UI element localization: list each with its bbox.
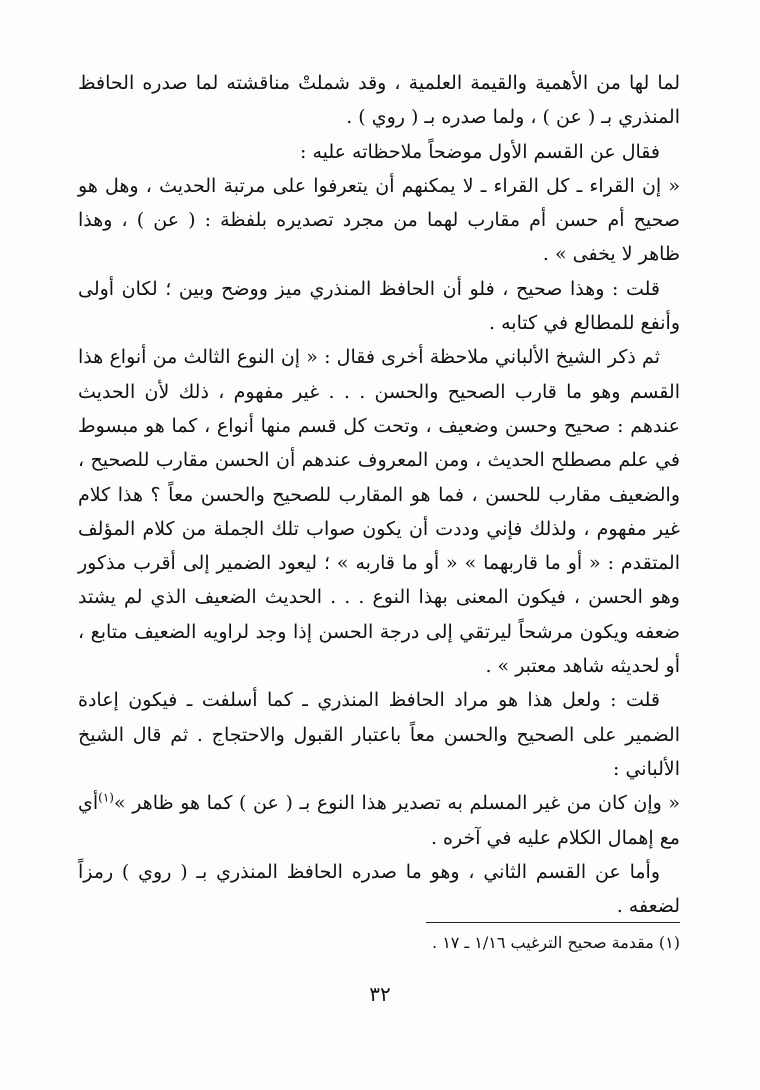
paragraph-3-quote: « إن القراء ـ كل القراء ـ لا يمكنهم أن يتعرفوا على مرتبة الحديث ، وهل هو صحيح أم حسن أم مقارب لهما من مجرد تصديره بلفظة : ( عن ) ، وهذا ظاهر لا يخفى » . — [78, 174, 680, 266]
footnote-divider — [426, 922, 680, 923]
footnote-reference[interactable]: (١) — [98, 790, 114, 805]
quote-continuation: أي مع إهمال الكلام عليه في آخره . — [78, 792, 680, 849]
paragraph-7-quote — [78, 786, 680, 855]
paragraph-5: ثم ذكر الشيخ الألباني ملاحظة أخرى فقال : « إن النوع الثالث من أنواع هذا القسم وهو ما قارب الصحيح والحسن . . . غير مفهوم ، ذلك لأن الحديث عندهم : صحيح وحسن وضعيف ، وتحت كل قسم منها أنواع ، كما هو مبسوط في علم مصطلح الحديث ، ومن المعروف عندهم أن الحسن مقارب للصحيح ، والضعيف مقارب للحسن ، فما هو المقارب للصحيح والحسن معاً ؟ هذا كلام غير مفهوم ، ولذلك فإني وددت أن يكون صواب تلك الجملة من كلام المؤلف المتقدم : « أو ما قاربهما » « أو ما قاربه » ؛ ليعود الضمير إلى أقرب مذكور وهو الحسن ، فيكون المعنى بهذا النوع . . . الحديث الضعيف الذي لم يشتد ضعفه ويكون مرشحاً ليرتقي إلى درجة الحسن إذا وجد لراويه الضعيف متابع ، أو لحديثه شاهد معتبر » . — [78, 346, 680, 678]
page-number: ٣٢ — [369, 982, 391, 1006]
paragraph-6: قلت : ولعل هذا هو مراد الحافظ المنذري ـ كما أسلفت ـ فيكون إعادة الضمير على الصحيح والحسن معاً باعتبار القبول والاحتجاج . ثم قال الشيخ الألباني : — [78, 689, 680, 780]
paragraph-2: فقال عن القسم الأول موضحاً ملاحظاته عليه : — [300, 140, 660, 163]
paragraph-4: قلت : وهذا صحيح ، فلو أن الحافظ المنذري ميز ووضح وبين ؛ لكان أولى وأنفع للمطالع في كتابه . — [78, 277, 680, 335]
body-text — [78, 66, 680, 923]
footnote: (١) مقدمة صحيح الترغيب ١/١٦ ـ ١٧ . — [432, 933, 680, 952]
paragraph-1: لما لها من الأهمية والقيمة العلمية ، وقد شملتْ مناقشته لما صدره الحافظ المنذري بـ ( عن ) ، ولما صدره بـ ( روي ) . — [78, 72, 680, 129]
quote-text: « وإن كان من غير المسلم به تصدير هذا النوع بـ ( عن ) كما هو ظاهر » — [113, 792, 680, 815]
paragraph-8: وأما عن القسم الثاني ، وهو ما صدره الحافظ المنذري بـ ( روي ) رمزاً لضعفه . — [78, 860, 680, 918]
